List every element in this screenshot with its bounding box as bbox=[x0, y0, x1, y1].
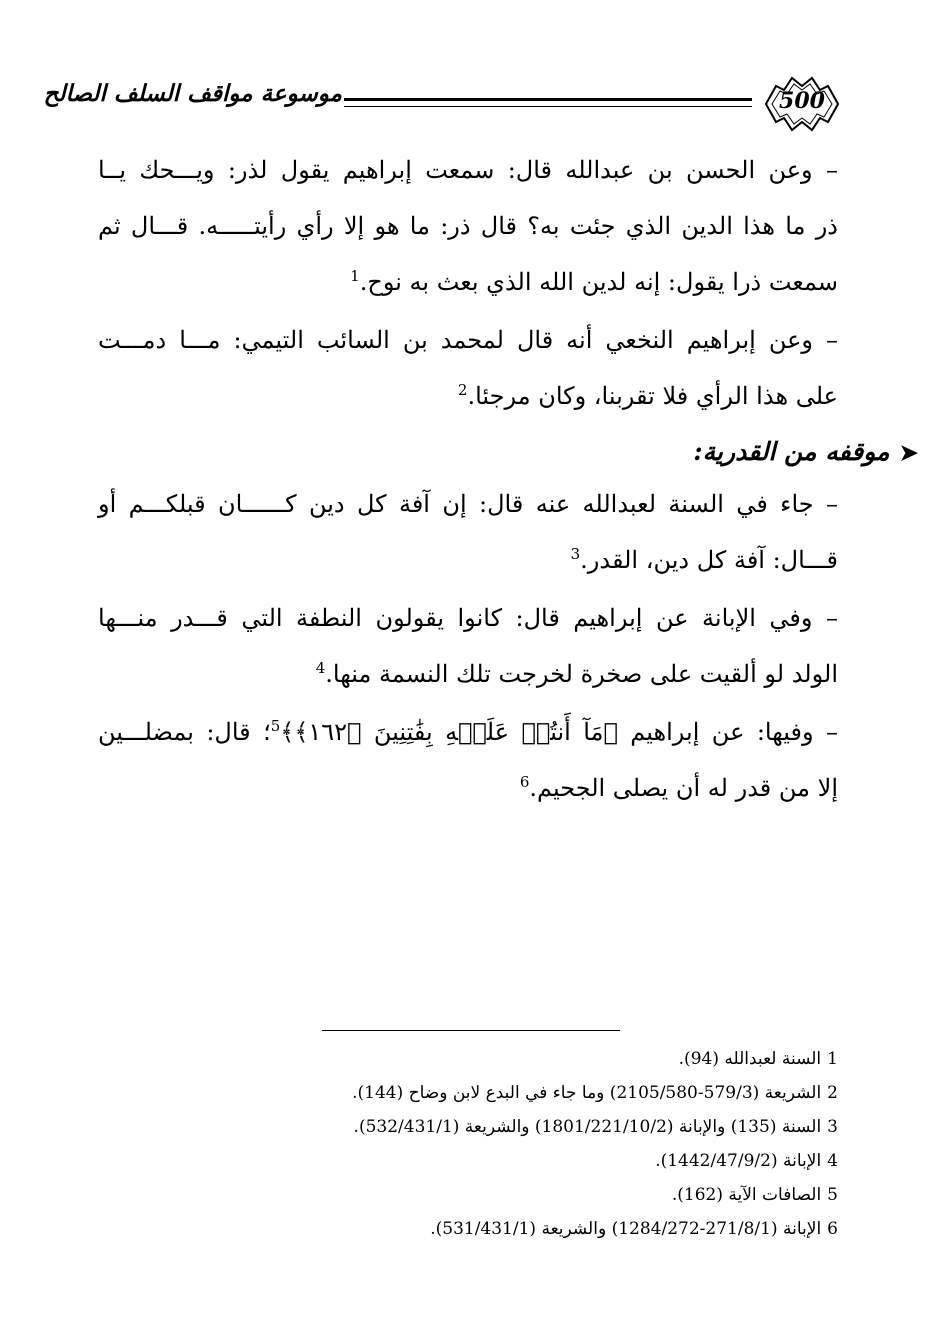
text-span: ؛ قال: بمضلـــين bbox=[98, 718, 271, 746]
text-line bbox=[98, 254, 838, 310]
text-line bbox=[98, 368, 838, 424]
footnotes bbox=[300, 1042, 838, 1246]
footnote-number: 1 bbox=[827, 1049, 838, 1069]
text-line: – وعن إبراهيم النخعي أنه قال لمحمد بن السائب التيمي: مـــا دمـــت bbox=[98, 326, 838, 354]
footnote-text: السنة لعبدالله (94). bbox=[678, 1049, 822, 1069]
footnote-number: 4 bbox=[827, 1151, 838, 1171]
paragraph-2 bbox=[98, 312, 838, 424]
footnote-text: الإبانة (271/8/1-1284/272) والشريعة (531/431/1). bbox=[430, 1219, 822, 1239]
text-line bbox=[98, 532, 838, 588]
text-span: سمعت ذرا يقول: إنه لدين الله الذي بعث به نوح. bbox=[359, 268, 838, 296]
section-heading bbox=[518, 432, 918, 472]
footnote-number: 3 bbox=[827, 1117, 838, 1137]
page-number-badge bbox=[760, 74, 844, 134]
text-line: – وفي الإبانة عن إبراهيم قال: كانوا يقولون النطفة التي قـــدر منـــها bbox=[98, 604, 838, 632]
paragraph-1 bbox=[98, 142, 838, 310]
text-span: قـــال: آفة كل دين، القدر. bbox=[580, 546, 838, 574]
page-header bbox=[43, 74, 844, 138]
arrowhead-bullet-icon: ➤ bbox=[899, 440, 918, 466]
footnote-ref: 4 bbox=[315, 659, 326, 677]
text-span: الولد لو ألقيت على صخرة لخرجت تلك النسمة منها. bbox=[325, 660, 838, 688]
header-rule-thin bbox=[344, 106, 752, 107]
text-line bbox=[98, 704, 838, 760]
footnote-ref: 3 bbox=[570, 545, 581, 563]
footnote-ref: 6 bbox=[519, 773, 530, 791]
footnote-item bbox=[300, 1144, 838, 1178]
footnote-number: 2 bbox=[827, 1083, 838, 1103]
footnote-number: 5 bbox=[827, 1185, 838, 1205]
text-line: – وعن الحسن بن عبدالله قال: سمعت إبراهيم يقول لذر: ويـــحك يــا bbox=[98, 156, 838, 184]
footnote-item bbox=[300, 1076, 838, 1110]
footnote-text: الشريعة (579/3-2105/580) وما جاء في البدع لابن وضاح (144). bbox=[352, 1083, 822, 1103]
series-title: موسوعة مواقف السلف الصالح bbox=[43, 80, 342, 107]
footnote-ref: 5 bbox=[270, 717, 281, 735]
footnote-item bbox=[300, 1178, 838, 1212]
quran-quote: – وفيها: عن إبراهيم ﴿مَآ أَنتُمۡ عَلَيۡهِ بِفَٰتِنِينَ ﴿١٦٢﴾﴾ bbox=[280, 718, 838, 746]
footnote-text: السنة (135) والإبانة (1801/221/10/2) والشريعة (532/431/1). bbox=[353, 1117, 822, 1137]
section-heading-text: موقفه من القدرية: bbox=[693, 437, 890, 466]
page-number: 500 bbox=[779, 88, 825, 114]
footnote-text: الإبانة (1442/47/9/2). bbox=[655, 1151, 822, 1171]
text-line: ذر ما هذا الدين الذي جئت به؟ قال ذر: ما هو إلا رأي رأيتـــــه. قـــال ثم bbox=[98, 212, 838, 240]
footnote-ref: 2 bbox=[457, 381, 468, 399]
text-span: على هذا الرأي فلا تقربنا، وكان مرجئا. bbox=[467, 382, 838, 410]
footnote-item bbox=[300, 1212, 838, 1246]
text-line: – جاء في السنة لعبدالله عنه قال: إن آفة كل دين كــــــان قبلكـــم أو bbox=[98, 490, 838, 518]
header-rule-thick bbox=[344, 98, 752, 101]
footnote-text: الصافات الآية (162). bbox=[671, 1185, 822, 1205]
text-span: إلا من قدر له أن يصلى الجحيم. bbox=[529, 774, 838, 802]
text-line bbox=[98, 760, 838, 816]
paragraph-3 bbox=[98, 476, 838, 588]
paragraph-5 bbox=[98, 704, 838, 816]
footnote-separator bbox=[322, 1030, 620, 1031]
footnote-number: 6 bbox=[827, 1219, 838, 1239]
footnote-item bbox=[300, 1110, 838, 1144]
footnote-ref: 1 bbox=[350, 267, 360, 285]
paragraph-4 bbox=[98, 590, 838, 702]
text-line bbox=[98, 646, 838, 702]
footnote-item bbox=[300, 1042, 838, 1076]
